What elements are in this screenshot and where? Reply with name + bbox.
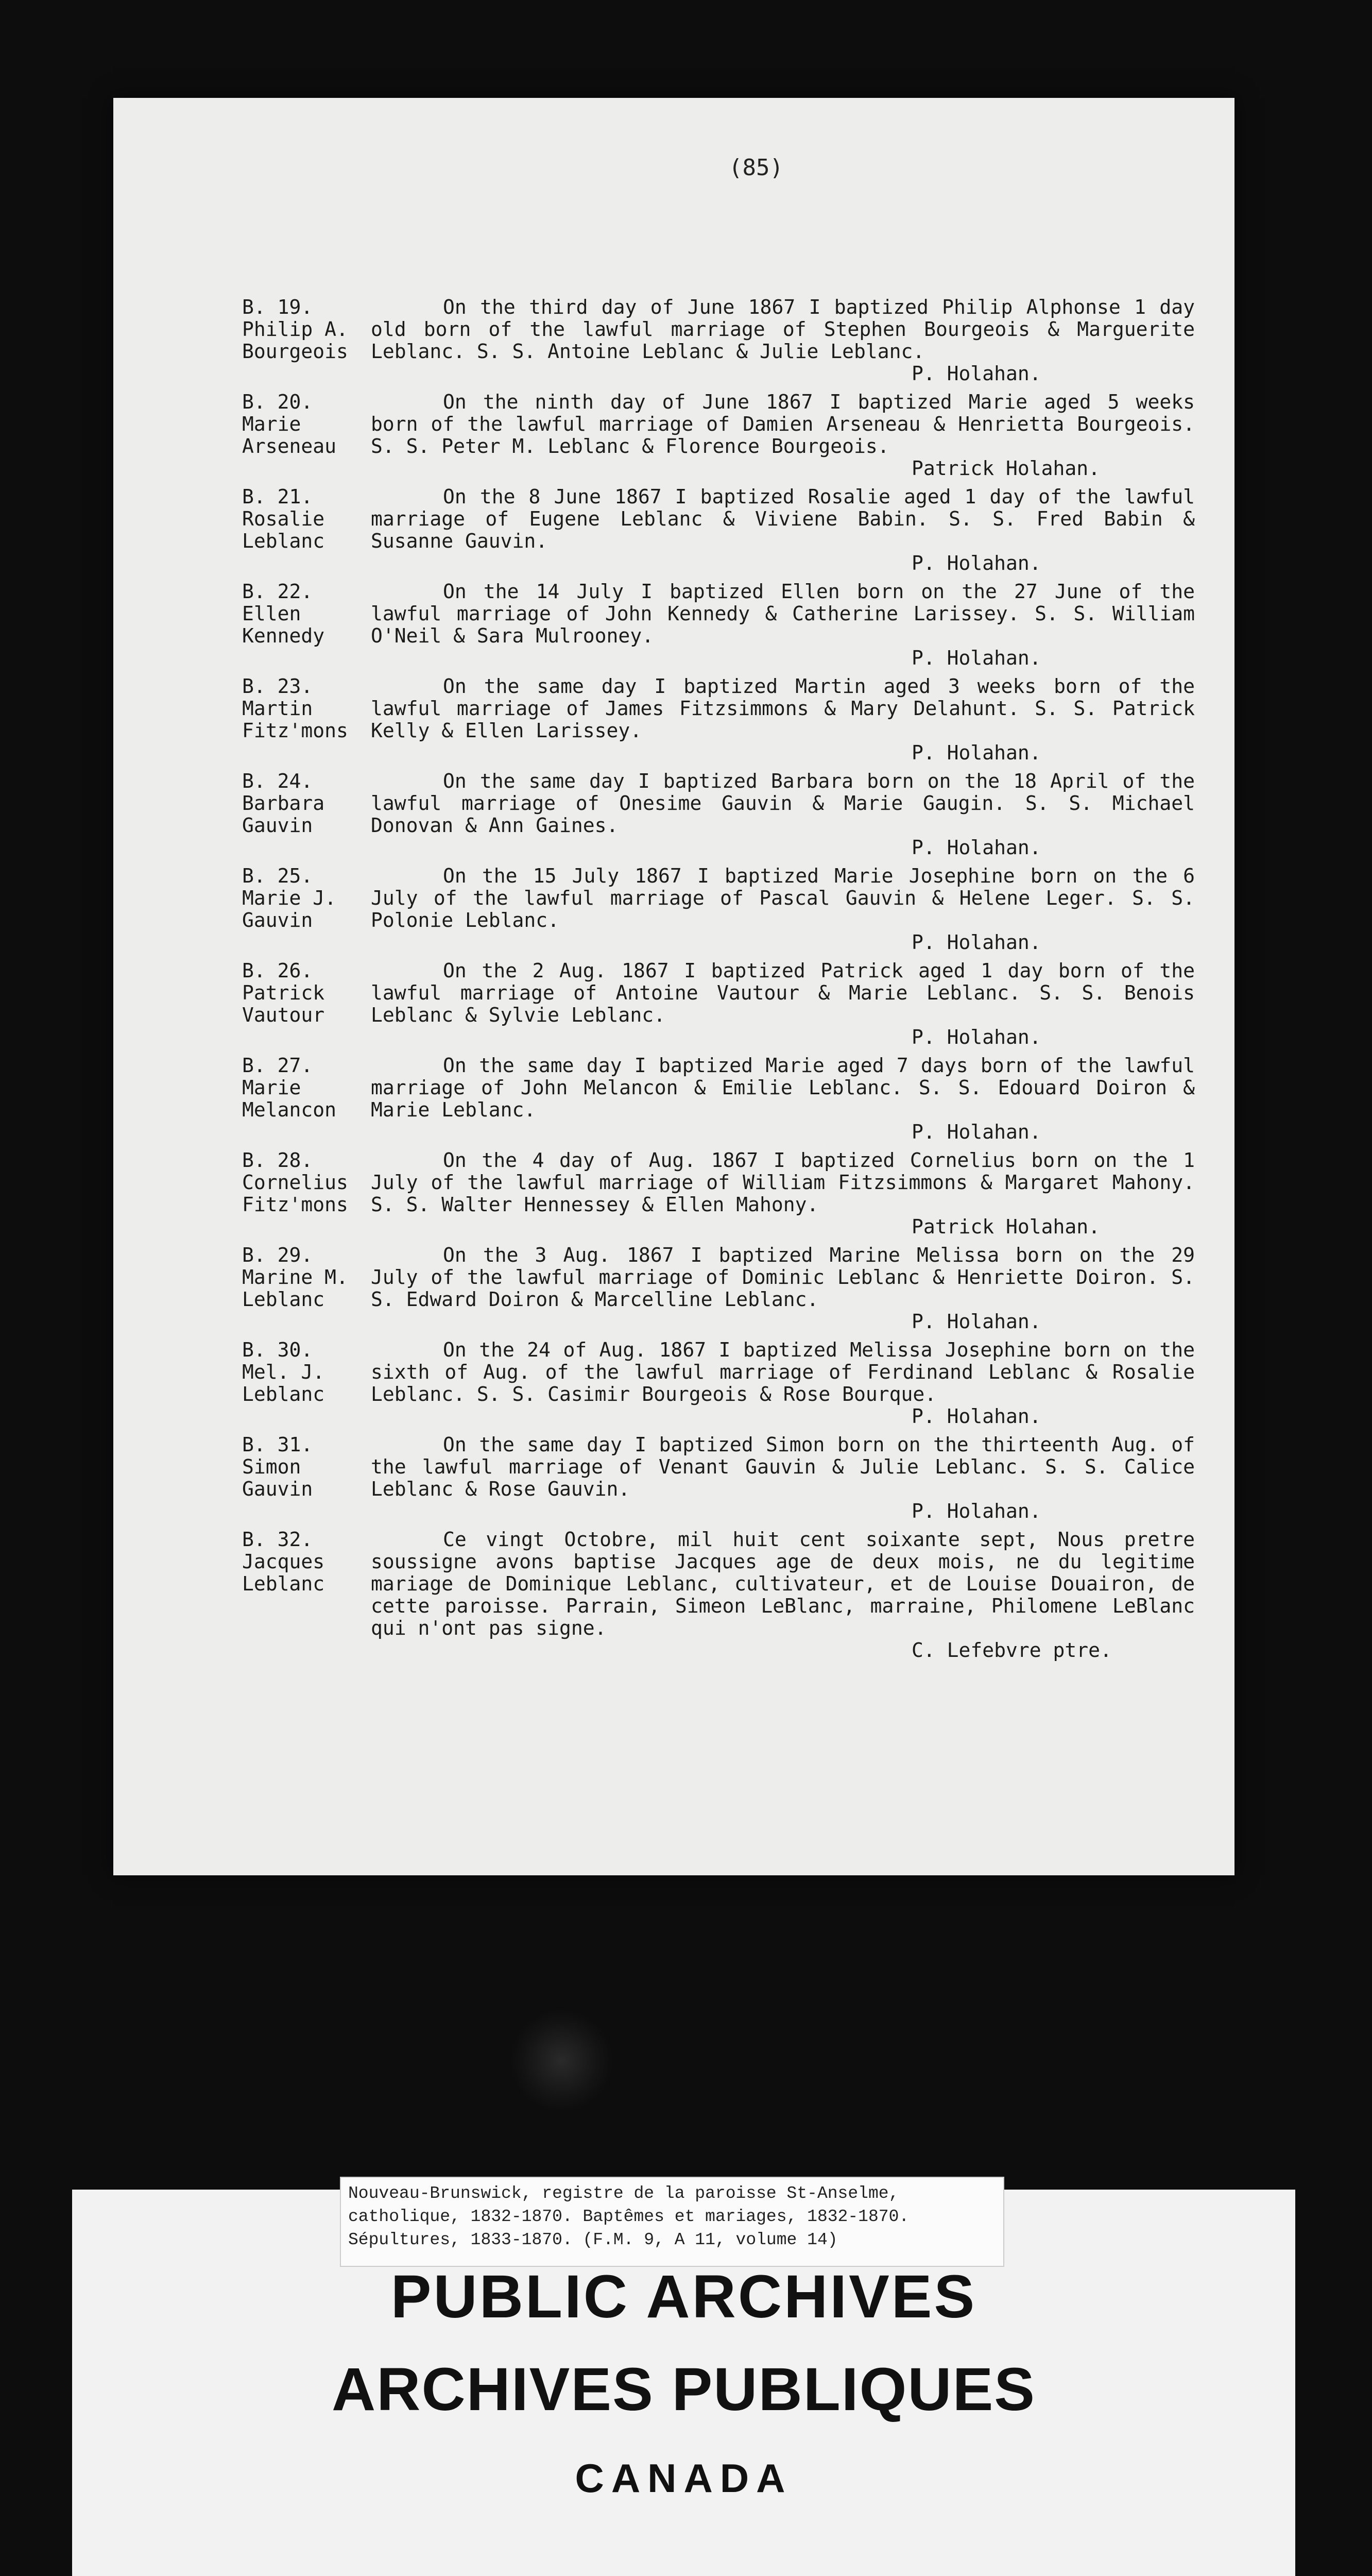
entry-label: B. 29. Marine M. Leblanc — [242, 1244, 348, 1311]
entry-text: On the same day I baptized Martin aged 3 weeks born of the lawful marriage of James Fitzsimmons & Mary Delahunt. S. S. Patrick Kelly & Ellen Larissey. — [371, 675, 1195, 742]
entry-text: On the same day I baptized Simon born on the thirteenth Aug. of the lawful marriage of Venant Gauvin & Julie Leblanc. S. S. Calice Leblanc & Rose Gauvin. — [371, 1433, 1195, 1500]
caption-line: catholique, 1832-1870. Baptêmes et mariages, 1832-1870. — [348, 2207, 910, 2226]
baptism-entry — [242, 1055, 1195, 1143]
entry-signature: P. Holahan. — [912, 836, 1041, 859]
archive-country: CANADA — [575, 2455, 793, 2501]
entry-text: On the 24 of Aug. 1867 I baptized Melissa Josephine born on the sixth of Aug. of the lawful marriage of Ferdinand Leblanc & Rosalie Leblanc. S. S. Casimir Bourgeois & Rose Bourque. — [371, 1338, 1195, 1405]
entry-signature: P. Holahan. — [912, 1121, 1041, 1143]
baptism-entry — [242, 770, 1195, 859]
entry-label: B. 24. Barbara Gauvin — [242, 770, 325, 837]
entry-signature: P. Holahan. — [912, 1026, 1041, 1048]
entry-text: On the same day I baptized Marie aged 7 days born of the lawful marriage of John Melancon & Emilie Leblanc. S. S. Edouard Doiron & Marie Leblanc. — [371, 1054, 1195, 1121]
entry-signature: Patrick Holahan. — [912, 457, 1101, 480]
entry-text: On the third day of June 1867 I baptized Philip Alphonse 1 day old born of the lawful marriage of Stephen Bourgeois & Marguerite Leblanc. S. S. Antoine Leblanc & Julie Leblanc. — [371, 296, 1195, 363]
entry-text: On the 14 July I baptized Ellen born on the 27 June of the lawful marriage of John Kennedy & Catherine Larissey. S. S. William O'Neil & Sara Mulrooney. — [371, 580, 1195, 647]
entry-text: Ce vingt Octobre, mil huit cent soixante sept, Nous pretre soussigne avons baptise Jacques age de deux mois, ne du legitime mariage de Dominique Leblanc, cultivateur, et de Louise Douairon, de cette paroisse. Parrain, Simeon LeBlanc, marraine, Philomene LeBlanc qui n'ont pas signe. — [371, 1528, 1195, 1639]
entry-signature: P. Holahan. — [912, 1310, 1041, 1333]
entry-signature: P. Holahan. — [912, 1405, 1041, 1428]
baptism-entry — [242, 960, 1195, 1048]
entry-text: On the 3 Aug. 1867 I baptized Marine Melissa born on the 29 July of the lawful marriage of Dominic Leblanc & Henriette Doiron. S. S. Edward Doiron & Marcelline Leblanc. — [371, 1244, 1195, 1311]
register-page — [113, 98, 1234, 1875]
entry-text: On the 8 June 1867 I baptized Rosalie aged 1 day of the lawful marriage of Eugene Leblanc & Viviene Babin. S. S. Fred Babin & Susanne Gauvin. — [371, 485, 1195, 552]
archive-card — [72, 2184, 1295, 2576]
entry-label: B. 19. Philip A. Bourgeois — [242, 296, 348, 363]
archive-title-en: PUBLIC ARCHIVES — [390, 2263, 977, 2331]
entry-label: B. 21. Rosalie Leblanc — [242, 485, 325, 552]
baptism-entry — [242, 1434, 1195, 1522]
baptism-entry — [242, 1244, 1195, 1333]
entry-label: B. 20. Marie Arseneau — [242, 391, 337, 457]
entry-signature: P. Holahan. — [912, 362, 1041, 385]
entry-label: B. 22. Ellen Kennedy — [242, 580, 325, 647]
entry-text: On the ninth day of June 1867 I baptized Marie aged 5 weeks born of the lawful marriage of Damien Arseneau & Henrietta Bourgeois. S. S. Peter M. Leblanc & Florence Bourgeois. — [371, 391, 1195, 457]
entry-text: On the same day I baptized Barbara born on the 18 April of the lawful marriage of Onesime Gauvin & Marie Gaugin. S. S. Michael Donovan & Ann Gaines. — [371, 770, 1195, 837]
entry-signature: P. Holahan. — [912, 647, 1041, 669]
entry-label: B. 26. Patrick Vautour — [242, 959, 325, 1026]
entry-label: B. 25. Marie J. Gauvin — [242, 865, 337, 931]
baptism-entry — [242, 391, 1195, 480]
baptism-entry — [242, 1339, 1195, 1428]
baptism-entry — [242, 581, 1195, 669]
entry-text: On the 15 July 1867 I baptized Marie Josephine born on the 6 July of the lawful marriage of Pascal Gauvin & Helene Leger. S. S. Polonie Leblanc. — [371, 865, 1195, 931]
entry-label: B. 28. Cornelius Fitz'mons — [242, 1149, 348, 1216]
baptism-entry — [242, 1529, 1195, 1662]
entry-signature: P. Holahan. — [912, 1500, 1041, 1522]
baptism-entry — [242, 675, 1195, 764]
entry-text: On the 4 day of Aug. 1867 I baptized Cornelius born on the 1 July of the lawful marriage of William Fitzsimmons & Margaret Mahony. S. S. Walter Hennessey & Ellen Mahony. — [371, 1149, 1195, 1216]
baptism-entry — [242, 486, 1195, 574]
entry-label: B. 31. Simon Gauvin — [242, 1433, 313, 1500]
caption-line: Nouveau-Brunswick, registre de la paroisse St-Anselme, — [348, 2184, 899, 2203]
baptism-entries — [242, 296, 1195, 1668]
source-caption — [340, 2177, 1004, 2267]
entry-signature: P. Holahan. — [912, 552, 1041, 574]
caption-line: Sépultures, 1833-1870. (F.M. 9, A 11, volume 14) — [348, 2230, 838, 2249]
archive-title-fr: ARCHIVES PUBLIQUES — [332, 2355, 1036, 2424]
baptism-entry — [242, 296, 1195, 385]
entry-label: B. 30. Mel. J. Leblanc — [242, 1338, 325, 1405]
entry-text: On the 2 Aug. 1867 I baptized Patrick aged 1 day born of the lawful marriage of Antoine Vautour & Marie Leblanc. S. S. Benois Leblanc & Sylvie Leblanc. — [371, 959, 1195, 1026]
film-artifact — [510, 2009, 613, 2112]
entry-signature: P. Holahan. — [912, 741, 1041, 764]
page-number: (85) — [729, 155, 783, 181]
entry-signature: Patrick Holahan. — [912, 1215, 1101, 1238]
baptism-entry — [242, 1149, 1195, 1238]
entry-signature: C. Lefebvre ptre. — [912, 1639, 1112, 1662]
entry-label: B. 32. Jacques Leblanc — [242, 1528, 325, 1595]
entry-signature: P. Holahan. — [912, 931, 1041, 954]
entry-label: B. 27. Marie Melancon — [242, 1054, 337, 1121]
baptism-entry — [242, 865, 1195, 954]
entry-label: B. 23. Martin Fitz'mons — [242, 675, 348, 742]
